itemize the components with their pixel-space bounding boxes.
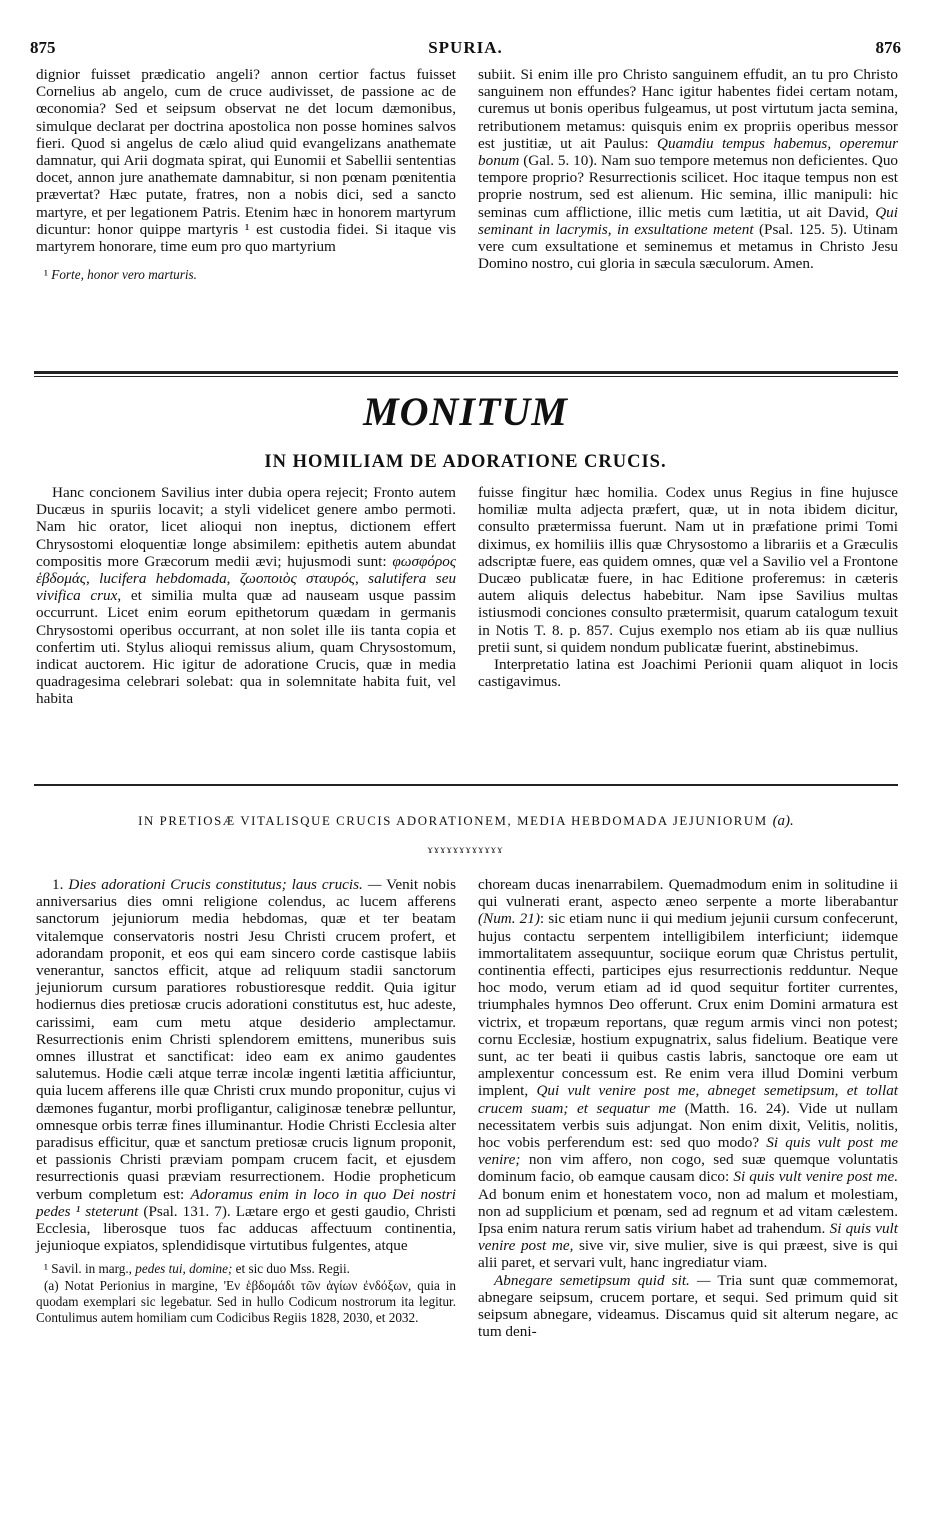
page-number-left: 875: [30, 38, 56, 57]
scripture-quote: Qui vult venire post me, abneget semetipsum, et tollat crucem suam; et sequatur me: [478, 1082, 899, 1117]
scripture-quote: Si quis vult venire post me.: [733, 1168, 898, 1186]
scripture-quote: Quamdiu tempus habemus, operemur bonum: [478, 134, 899, 170]
footnote: [36, 1261, 456, 1277]
running-header: [30, 38, 901, 62]
top-left-footnote: [36, 267, 456, 283]
footnote-text: Forte, honor vero marturis.: [51, 267, 197, 283]
section-rule-thin: [34, 376, 898, 377]
text-run: Tria sunt quæ commemorat, abnegare seipsum, crucem portare, et sequi. Sed primum quid sit seipsum abnegare, videamus. Discamus quid sit alterum negare, ac tum deni-: [478, 1271, 898, 1341]
text-run: Utinam vere cum exsultatione et seminemus et metamus in Christo Jesu Domino nostro, cui gloria in sæcula sæculorum. Amen.: [478, 220, 898, 273]
text-run: : sic etiam nunc ii qui medium jejunii cursum confecerunt, hujus contactu serpentem intelligibilem interficiunt; iidemque immortalitatem assequuntur, sociique eorum quæ Christus pertulit, continentia effecti, participes ejus resurrectionis redduntur. Neque hoc modo, verum etiam ad id quod sequitur fortiter currentes, triumphales hymnos Deo offerunt. Crux enim Domini armatura est victrix, et tropæum reportans, quæ regum armis vinci non potest; cornu Ecclesiæ, hostium expugnatrix, salus fidelium. Beatique vere sunt, ac ter beati ii quibus castis labris, sanctoque ore eam ut amplexentur concessum est. Re enim vera illud Domini verbum implent,: [478, 910, 898, 1100]
homily-title-note: (a).: [772, 813, 794, 829]
monitum-subtitle: IN HOMILIAM DE ADORATIONE CRUCIS.: [264, 452, 667, 472]
text-run: non vim affero, non cogo, sed suæ quemque voluntatis dominum facio, ob eamque causam dico:: [478, 1151, 899, 1186]
greek-term: ζωοποιὸς σταυρός: [239, 570, 355, 588]
footnote-marker: ¹: [44, 267, 48, 283]
homily-title-text: IN PRETIOSÆ VITALISQUE CRUCIS ADORATIONEM, MEDIA HEBDOMADA JEJUNIORUM: [138, 814, 768, 828]
top-right-column: [478, 66, 898, 272]
text-run: et similia multa quæ ad nauseam usque passim occurrunt. Licet enim eorum epithetorum quædam in germanis Chrysostomi operibus occurrant, at non solet ille iis tanta copia et confertim uti. Stylus alioqui remissus alium, quam Chrysostomum, indicat auctorem. Hic igitur de adoratione Crucis, quæ in media quadragesima celebrari solebat: qua in solemnitate habita fuit, vel habita: [36, 587, 456, 708]
text-run: (a) Notat Perionius in margine,: [44, 1278, 218, 1294]
scripture-ref: (Gal. 5. 10).: [523, 152, 598, 170]
page-number-right: 876: [875, 38, 901, 57]
top-right-paragraph: [478, 66, 898, 272]
text-run: Vide ut nullam necessitatem verbis suis adjungat. Non enim dixit, Velitis, nolitis, hoc vobis perferendum est: sed quo modo?: [478, 1099, 898, 1152]
homily-paragraph: [36, 876, 456, 1254]
text-run: Venit nobis anniversarius dies omni religione colendus, ac lucem afferens sanctorum jejuniorum media hebdomas, quæ et ter beatam vitalemque conservatoris nostri Jesu Christi crucem profert, et adorandam proponit, et eos qui eam sincero corde castisque labiis venerantur, sanctos efficit, atque ad reliquum stadii sanctorum jejuniorum cursum paratiores robustioresque reddit. Quia igitur hodiernus dies pretiosæ crucis adorationi constitutus est, huc adeste, carissimi, eam cum metu atque desiderio amplectamur. Resurrectionis enim Christi splendorem emittens, muneribus suis omnes illustrat et sanctificat: ideo eam ex animo gaudentes salutemus. Hodie cæli atque terræ incolæ ingenti lætitia afficiuntur, quia lucem afferens ille quæ Christi crux mundo proponitur, cujus vi dæmones fugantur, morbi profligantur, caliginosæ tenebræ pelluntur, omnesque orbis terræ fines illuminantur. Hodie Christi Ecclesia alter paradisus efficitur, quæ et sanctum pretiosæ crucis lignum proponit, et passionis Christi præviam pompam crucem facit, et ejusdem resurrectionis quasi præviam resurrectionem. Hodie propheticum verbum completum est:: [36, 876, 457, 1203]
latin-term: lucifera hebdomada: [99, 570, 227, 588]
footnote-marker: ¹: [44, 1261, 48, 1277]
top-left-text: dignior fuisset prædicatio angeli? annon certior factus fuisset Cornelius ab angelo, cum de cruce audivisset, de passione ac de œconomia? Sed et seipsum observat ne det locum dæmonibus, simulque declarat per doctrina apostolica non posse homines salvos fieri. Quod si angelus de cælo aliud quid evangelizans anathematе damnatur, qui Arii dogmata spirat, qui Eunomii et Sabellii sententias docet, annon jure anathemate damnabitur, si non pœnam pœnitentia prævertat? Hæc putate, fratres, non a nobis dici, sed a sancto martyre, et per legationem Patris. Etenim hæc in honorem martyrum dicuntur: honor quippe martyris ¹ est custodia fidei. Si itaque vis martyrem honorare, time eum pro quo martyrium: [36, 66, 456, 256]
text-run: subiit. Si enim ille pro Christo sanguinem effudit, an tu pro Christo sanguinem non effundes? Hanc igitur habentes fidei certam notam, curemus ut bonis operibus fulgeamus, ut post virtutum jacta semina, retributionem metamus: quisquis enim ex propriis operibus messor est justitiæ, ut ait Paulus:: [478, 66, 898, 152]
ornament-divider: ɤɤɤɤɤɤɤɤɤɤɤɤ: [427, 842, 504, 856]
homily-title: [34, 813, 898, 830]
scripture-ref: (Psal. 131. 7).: [143, 1202, 231, 1220]
text-run: Lætare ergo et gesti gaudio, Christi Ecclesia, liberosque tuos fac adducas affectuum continentia, jejunioque expiatos, splendidisque virtutibus fulgentes, atque: [36, 1202, 456, 1255]
latin-term: salutifera seu vivifica crux: [36, 570, 457, 605]
text-run: choream ducas inenarrabilem. Quemadmodum enim in solitudine ii qui vulnerati erant, aspecto æneo serpente a morte liberabantur: [478, 876, 898, 911]
section-title: Dies adorationi Crucis constitutus; laus crucis. —: [68, 876, 382, 893]
footnote-variant: pedes tui, domine;: [135, 1261, 233, 1277]
scripture-ref: (Psal. 125. 5).: [758, 220, 848, 238]
scripture-quote: Adoramus enim in loco in quo Dei nostri pedes ¹ steterunt: [36, 1185, 457, 1220]
text-run: quia in quodam exemplari sic legebatur. Sed in hullo Codicum nostrorum ita legitur. Contulimus autem homiliam cum Codicibus Regiis 1828, 2030, et 2032.: [36, 1278, 457, 1326]
monitum-paragraph: Hanc concionem Savilius inter dubia opera rejecit; Fronto autem Ducæus in spuriis locavit; a styli videlicet genere ambo permoti. Nam hic orator, licet alioqui non ineptus, dictionem effert Chrysostomi eloquentiæ longe absimilem: epithetis autem abundat compositis more Græcorum medii ævi; hujusmodi sunt: φωσφόρος ἑβδομάς, lucifera hebdomada, ζωοποιὸς σταυρός, salutifera seu vivifica crux, et similia multa quæ ad nauseam usque passim occurrunt. Licet enim eorum epithetorum quædam in germanis Chrysostomi operibus occurrant, at non solet ille iis tanta copia et confertim uti. Stylus alioqui remissus alium, quam Chrysostomum, indicat auctorem. Hic igitur de adoratione Crucis, quæ in media quadragesima celebrari solebat: qua in solemnitate habita fuit, vel habita: [36, 484, 457, 708]
text-run: et sic duo Mss. Regii.: [235, 1261, 350, 1277]
homily-right-column: [478, 876, 898, 1340]
top-left-column: [36, 66, 456, 284]
footnote: [36, 1278, 456, 1326]
section-rule-thick: [34, 371, 898, 374]
homily-paragraph: [478, 1272, 898, 1341]
homily-paragraph: [478, 876, 898, 1272]
monitum-right-column: [478, 484, 898, 690]
text-run: Savil. in marg.,: [51, 1261, 132, 1277]
text-run: Ad bonum enim et honestatem voco, non ad malum et molestiam, non ad supplicium et pœnam, sed ad regnum et ad vitam cælestem. Ipsa enim natura rerum satis virium habet ad trahendum.: [478, 1185, 898, 1238]
section-title: Abnegare semetipsum quid sit. —: [494, 1271, 711, 1289]
scripture-ref: (Num. 21): [478, 910, 540, 928]
monitum-paragraph: fuisse fingitur hæc homilia. Codex unus Regius in fine hujusce homiliæ multa adjecta præfert, quæ, ut in nota ibidem dicitur, consulto prætermissa fuerunt. Nam ut in præfatione primi Tomi diximus, ex homiliis illis quæ Chrysostomo a librariis et a Græculis adscriptæ fuere, eas quidem omnes, quæ vel a Savilio vel a Frontone Ducæo publicatæ fuere, in hac Editione proferemus: in cæteris autem aliquis delectus habebitur. Nam ipse Savilius multas istiusmodi conciones consulto prætermisit, quarum catalogum texuit in Notis T. 8. p. 857. Cujus exemplo nos etiam ab iis quæ nullius pretii sunt, si quidem nondum publicatæ fuerint, abstinebimus.: [478, 484, 898, 656]
scripture-quote: Qui seminant in lacrymis, in exsultatione metent: [478, 203, 898, 238]
monitum-title: MONITUM: [363, 389, 568, 434]
greek-term: φωσφόρος ἑβδομάς: [36, 552, 456, 588]
homily-left-column: [36, 876, 456, 1327]
section-number: 1.: [52, 876, 64, 893]
text-run: Nam suo tempore metemus non deficientes. Quo tempore proprio? Resurrectionis scilicet. Hoc itaque tempus non est proprie nostrum, sed est alienum. Hic semina, illic manipuli: hic seminas cum afflictione, illic metis cum lætitia, ut ait David,: [478, 152, 899, 221]
homily-footnotes: [36, 1261, 456, 1326]
text-run: sive vir, sive mulier, sive is qui præest, sive is qui alii paret, et servari vult, hanc ingrediatur viam.: [478, 1237, 898, 1272]
scripture-quote: Si quis vult venire post me,: [478, 1220, 898, 1255]
text-run: Hanc concionem Savilius inter dubia opera rejecit; Fronto autem Ducæus in spuriis locavit; a styli videlicet genere ambo permoti. Nam hic orator, licet alioqui non ineptus, dictionem effert Chrysostomi eloquentiæ longe absimilem: epithetis autem abundat compositis more Græcorum medii ævi; hujusmodi sunt:: [36, 484, 456, 570]
running-title: SPURIA.: [428, 38, 503, 57]
scripture-quote: Si quis vult post me venire;: [478, 1134, 898, 1169]
monitum-paragraph: Interpretatio latina est Joachimi Perionii quam aliquot in locis castigavimus.: [478, 656, 898, 691]
section-rule: [34, 784, 898, 786]
greek-term: 'Εν ἑβδομάδι τῶν ἁγίων ἐνδόξων,: [223, 1278, 412, 1294]
scripture-ref: (Matth. 16. 24).: [684, 1099, 790, 1117]
monitum-left-column: [36, 484, 456, 708]
